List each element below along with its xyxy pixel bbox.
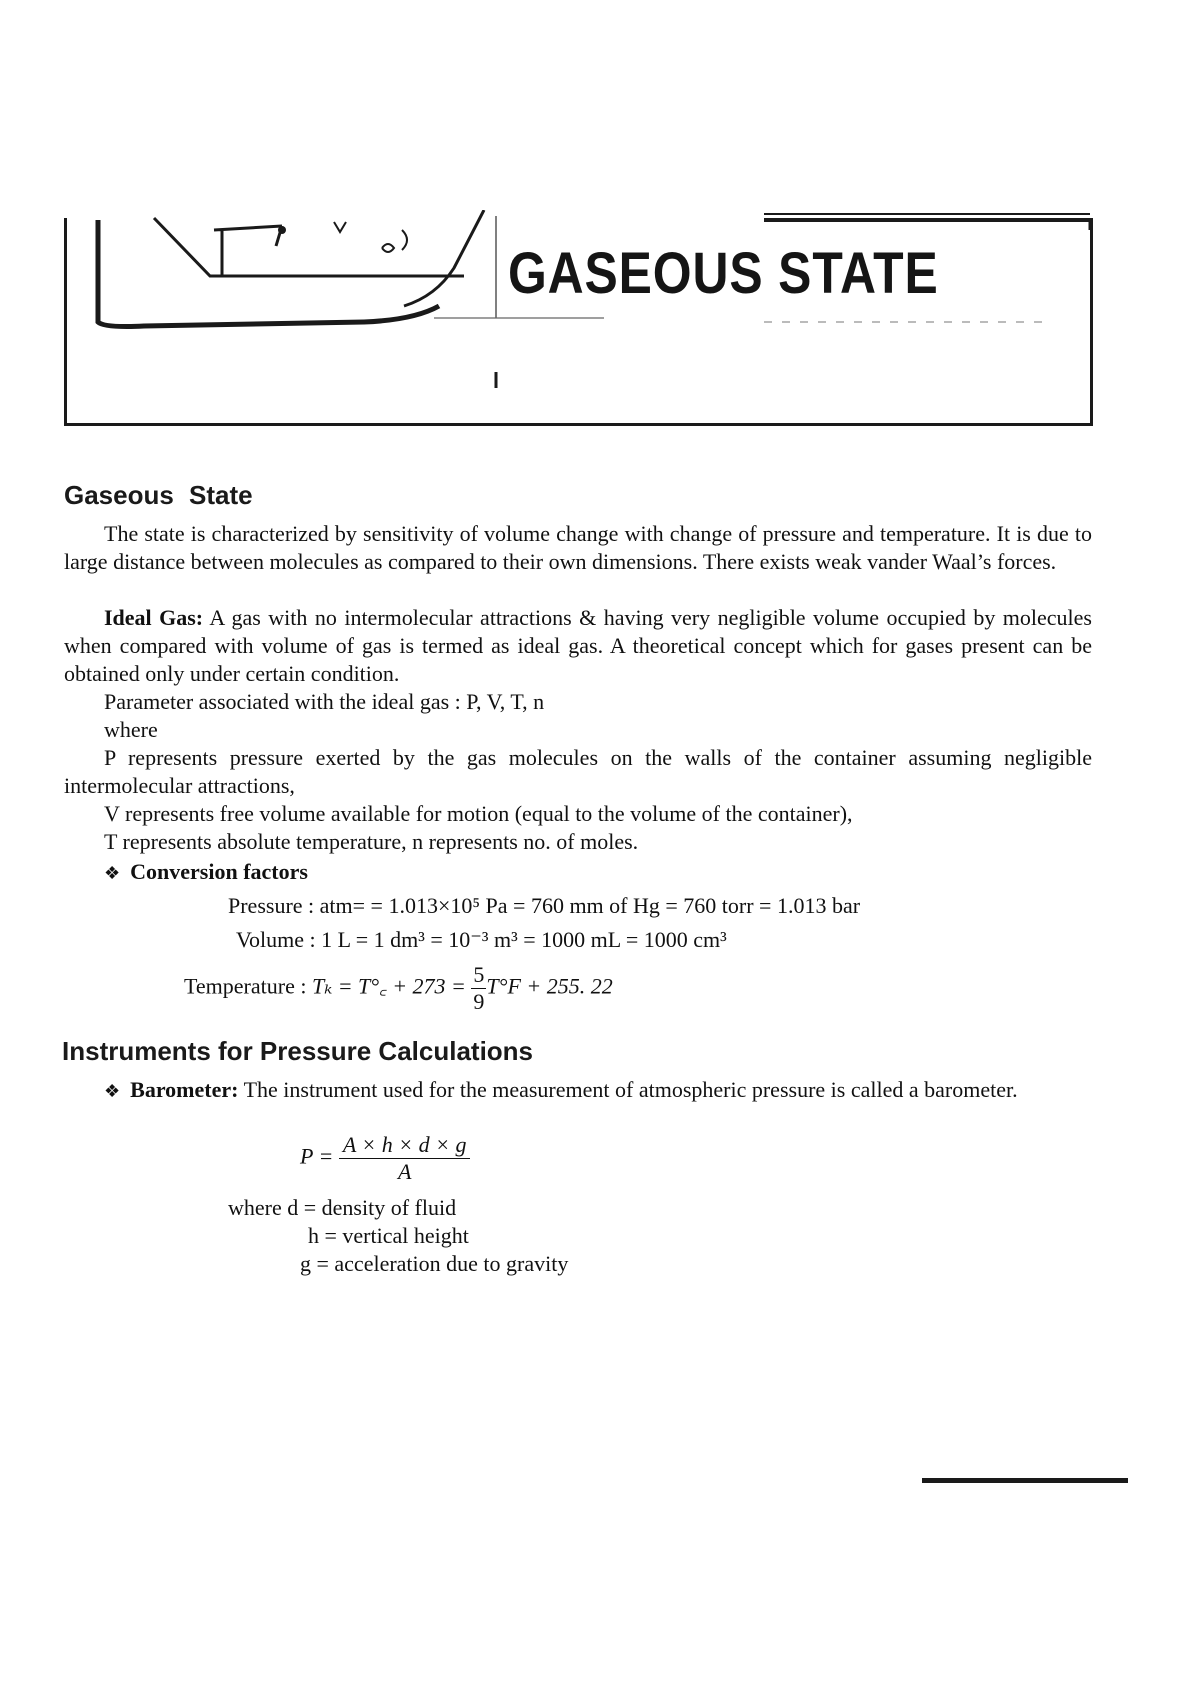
where-gravity: g = acceleration due to gravity (300, 1251, 569, 1276)
volume-label: Volume : (236, 927, 322, 952)
temperature-lhs: Tₖ = T°꜀ + 273 = (311, 973, 472, 999)
formula-denominator: A (397, 1159, 412, 1184)
temperature-conversion (184, 962, 613, 1015)
intro-paragraph: The state is characterized by sensitivity of volume change with change of pressure and temperature. It is due to large distance between molecules as compared to their own dimensions. There exists weak vander Waal’s forces. (64, 521, 1092, 574)
pressure-label: Pressure : (228, 893, 320, 918)
section-heading-instruments: Instruments for Pressure Calculations (62, 1036, 534, 1066)
chapter-title: GASEOUS STATE (508, 241, 939, 306)
conversion-factors-heading (104, 858, 308, 887)
conversion-factors-label: Conversion factors (130, 859, 308, 884)
where-density: where d = density of fluid (228, 1195, 457, 1220)
parameter-line: Parameter associated with the ideal gas : P, V, T, n (104, 689, 545, 714)
barometer-text: The instrument used for the measurement of atmospheric pressure is called a barometer. (238, 1077, 1018, 1102)
ideal-gas-label: Ideal Gas: (104, 605, 204, 630)
ideal-gas-paragraph (64, 604, 1092, 688)
temperature-rhs: T°F + 255. 22 (486, 973, 613, 999)
barometer-formula (300, 1132, 470, 1185)
ideal-gas-text: A gas with no intermolecular attractions & having very negligible volume occupied by molecules when compared with volume of gas is termed as ideal gas. A theoretical concept which for gases present can be obtained only under certain condition. (64, 605, 1092, 686)
diamond-bullet-icon: ❖ (104, 863, 121, 883)
section-heading-gaseous-state: Gaseous State (64, 480, 253, 510)
v-description: V represents free volume available for motion (equal to the volume of the container), (104, 801, 853, 826)
formula-fraction (339, 1132, 471, 1185)
pressure-equation: atm= = 1.013×10⁵ Pa = 760 mm of Hg = 760 torr = 1.013 bar (319, 893, 861, 918)
footer-rule (922, 1478, 1128, 1483)
five-ninths-fraction: $\frac{5}{9}$ (473, 962, 485, 1014)
volume-equation: 1 L = 1 dm³ = 10⁻³ m³ = 1000 mL = 1000 cm³ (321, 927, 727, 952)
formula-numerator: A × h × d × g (339, 1132, 471, 1159)
formula-lhs: P = (300, 1143, 339, 1169)
where-height: h = vertical height (308, 1223, 469, 1248)
barometer-paragraph (104, 1076, 1092, 1105)
pressure-conversion (228, 892, 860, 920)
volume-conversion (236, 926, 727, 954)
barometer-label: Barometer: (130, 1077, 239, 1102)
diamond-bullet-icon: ❖ (104, 1081, 121, 1101)
t-description: T represents absolute temperature, n represents no. of moles. (104, 829, 639, 854)
temperature-label: Temperature : (184, 973, 312, 999)
p-description: P represents pressure exerted by the gas molecules on the walls of the container assuming negligible intermolecular attractions, (64, 745, 1092, 798)
where-label: where (104, 717, 158, 742)
